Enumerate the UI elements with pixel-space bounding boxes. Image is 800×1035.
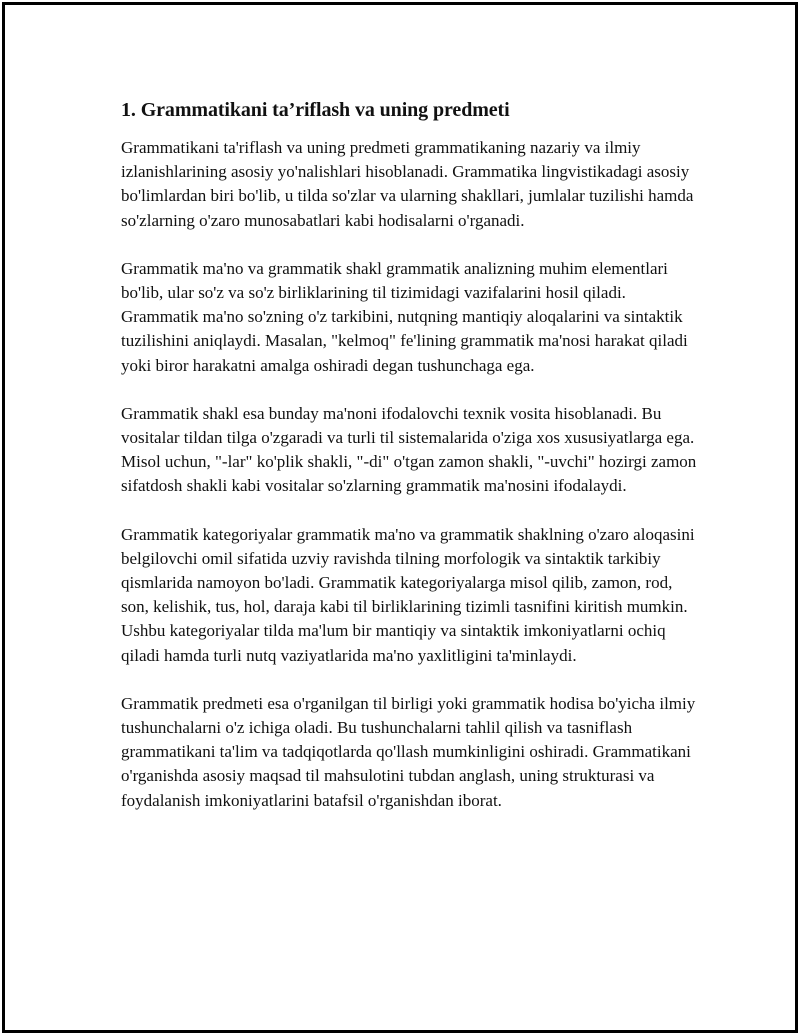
paragraph-1: Grammatikani ta'riflash va uning predmeti grammatikaning nazariy va ilmiy izlanishlarining asosiy yo'nalishlari hisoblanadi. Grammatika lingvistikadagi asosiy bo'limlardan biri bo'lib, u tilda so'zlar va ularning shakllari, jumlalar tuzilishi hamda so'zlarning o'zaro munosabatlari kabi hodisalarni o'rganadi.: [121, 138, 694, 230]
document-body: [121, 95, 701, 837]
paragraph-4: Grammatik kategoriyalar grammatik ma'no va grammatik shaklning o'zaro aloqasini belgilovchi omil sifatida uzviy ravishda tilning morfologik va sintaktik tarkibiy qismlarida namoyon bo'ladi. Grammatik kategoriyalarga misol qilib, zamon, rod, son, kelishik, tus, hol, daraja kabi til birliklarining tizimli tasnifini kiritish mumkin. Ushbu kategoriyalar tilda ma'lum bir mantiqiy va sintaktik imkoniyatlarni ochiq qiladi hamda turli nutq vaziyatlarida ma'no yaxlitligini ta'minlaydi.: [121, 524, 695, 665]
paragraph-5: Grammatik predmeti esa o'rganilgan til birligi yoki grammatik hodisa bo'yicha ilmiy tushunchalarni o'z ichiga oladi. Bu tushunchalarni tahlil qilish va tasniflash grammatikani ta'lim va tadqiqotlarda qo'llash mumkinligini oshiradi. Grammatikani o'rganishda asosiy maqsad til mahsulotini tubdan anglash, uning strukturasi va foydalanish imkoniyatlarini batafsil o'rganishdan iborat.: [121, 693, 696, 810]
paragraph-2: Grammatik ma'no va grammatik shakl grammatik analizning muhim elementlari bo'lib, ular so'z va so'z birliklarining til tizimidagi vazifalarini hosil qiladi. Grammatik ma'no so'zning o'z tarkibini, nutqning mantiqiy aloqalarini va sintaktik tuzilishini aniqlaydi. Masalan, "kelmoq" fe'lining grammatik ma'nosi harakat qiladi yoki biror harakatni amalga oshiradi degan tushunchaga ega.: [121, 258, 688, 375]
paragraph-3: Grammatik shakl esa bunday ma'noni ifodalovchi texnik vosita hisoblanadi. Bu vositalar tildan tilga o'zgaradi va turli til sistemalarida o'ziga xos xususiyatlarga ega. Misol uchun, "-lar" ko'plik shakli, "-di" o'tgan zamon shakli, "-uvchi" hozirgi zamon sifatdosh shakli kabi vositalar so'zlarning grammatik ma'nosini ifodalaydi.: [121, 403, 697, 496]
section-heading: 1. Grammatikani ta’riflash va uning predmeti: [121, 99, 510, 121]
page-frame: [2, 2, 798, 1033]
